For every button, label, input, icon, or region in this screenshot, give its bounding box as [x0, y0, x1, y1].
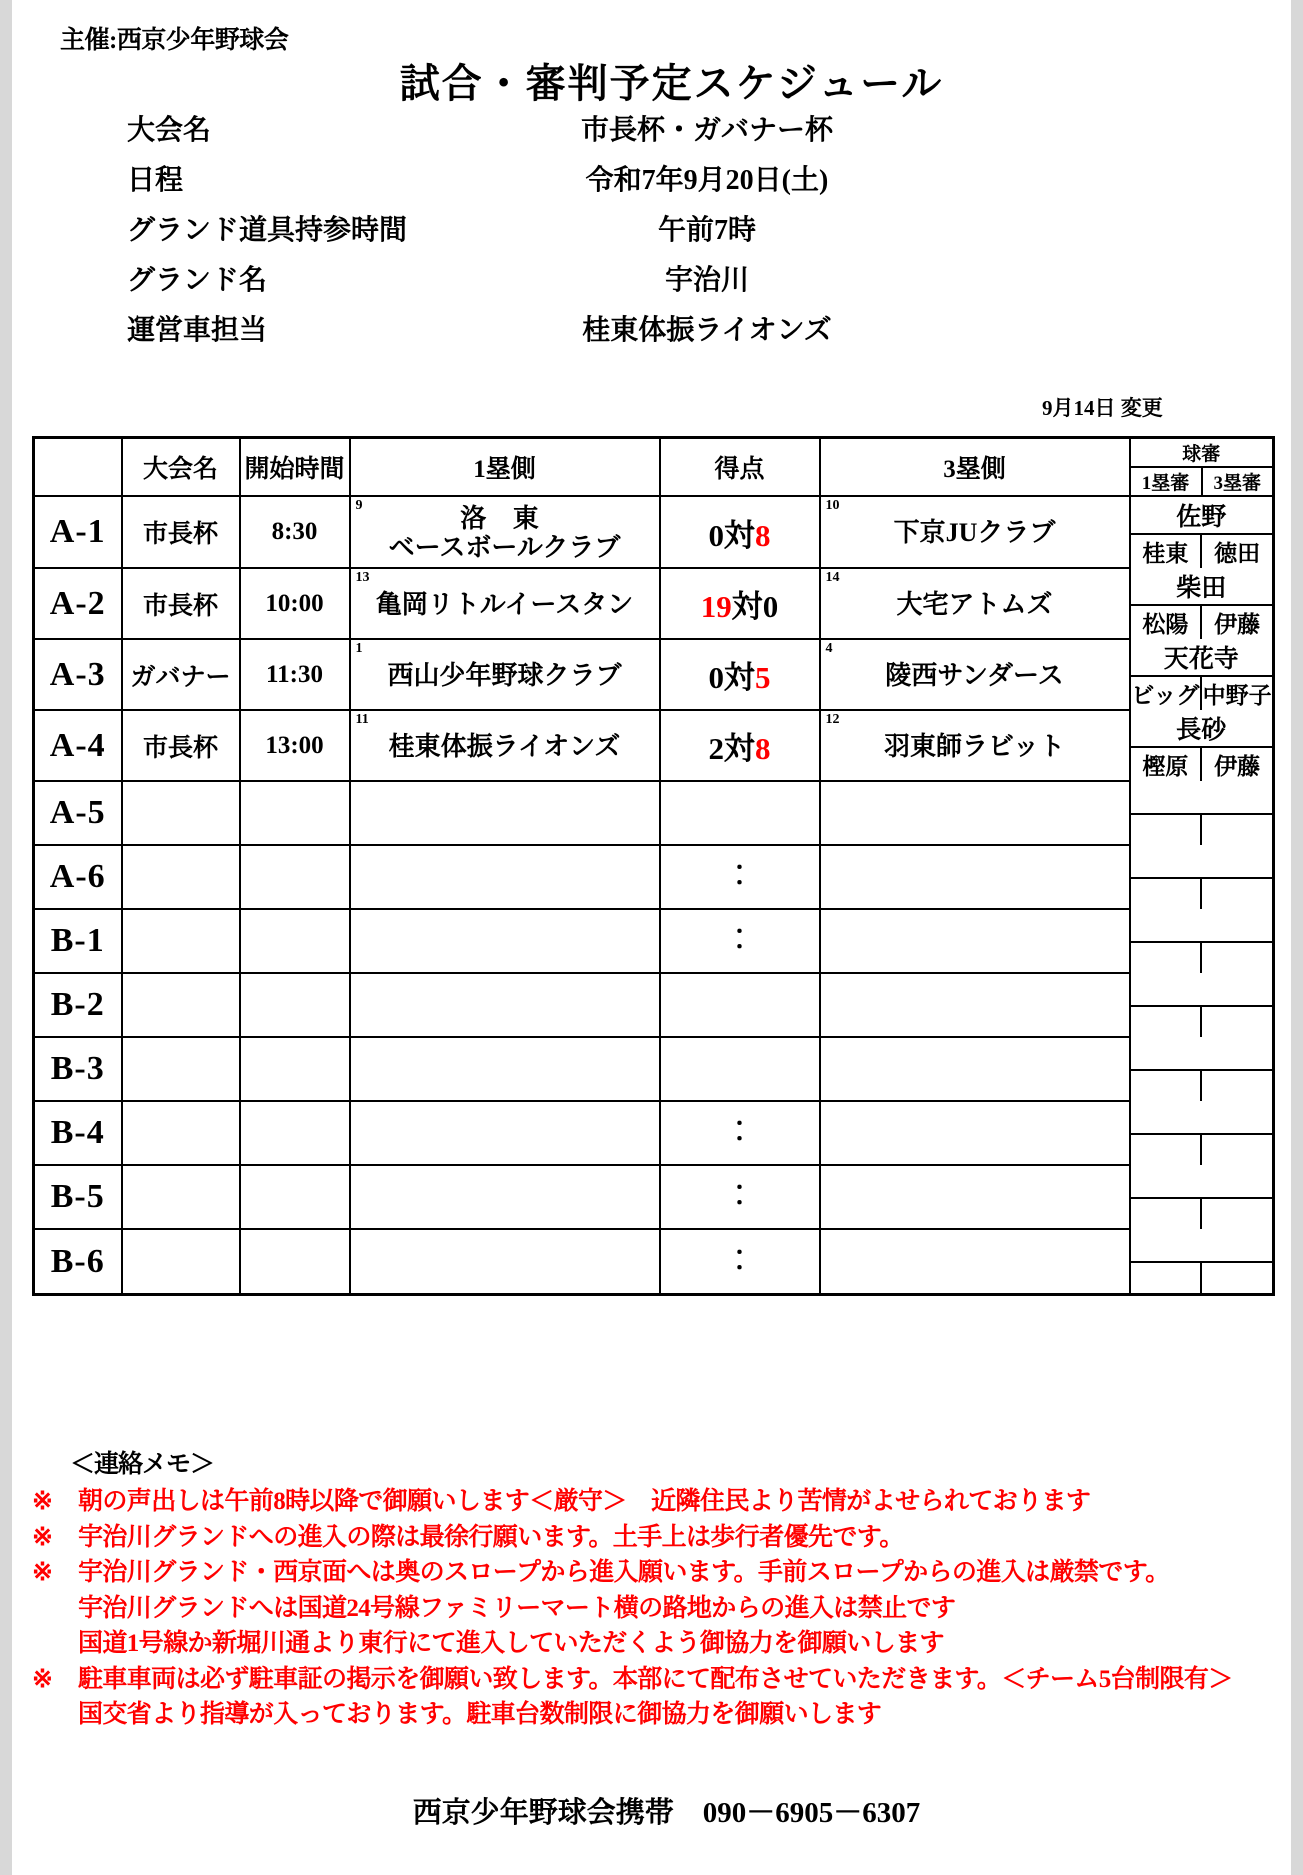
form-value-ground-name: 宇治川 — [664, 265, 749, 296]
row-third-base-team-name — [821, 1261, 1129, 1263]
memo-bullet-icon: ※ — [32, 1559, 53, 1586]
row-first-base-team-name-line1: 洛 東 — [460, 503, 549, 533]
form-value-operations-vehicle: 桂東体振ライオンズ — [582, 315, 832, 346]
row-umpires — [1130, 1037, 1274, 1101]
row-score — [660, 496, 820, 568]
row-plate-umpire: 天花寺 — [1131, 639, 1273, 676]
row-code: A-6 — [34, 845, 122, 909]
row-cup — [122, 1101, 240, 1165]
row-third-base-team-name — [821, 516, 1129, 547]
row-time — [240, 1165, 350, 1229]
row-time: 10:00 — [240, 568, 350, 639]
table-row[interactable] — [34, 1101, 1274, 1165]
row-score-right: 0 — [762, 589, 779, 624]
row-score-left: 0 — [708, 517, 724, 553]
row-score — [660, 781, 820, 845]
row-first-base-team-name — [351, 876, 659, 878]
schedule-table — [32, 436, 1275, 1296]
row-third-base-team-name-line2: 下京JUクラブ — [893, 518, 1056, 548]
row-first-base-team — [350, 973, 660, 1037]
memo-line-text: 国交省より指導が入っております。駐車台数制限に御協力を御願いします — [78, 1701, 882, 1728]
memo-line — [32, 1662, 1291, 1698]
row-score — [660, 1101, 820, 1165]
row-first-base-team — [350, 1229, 660, 1295]
row-third-base-team-name-line2: 陵西サンダース — [885, 660, 1064, 690]
row-time — [240, 1037, 350, 1101]
memo-bullet-icon: ※ — [32, 1488, 53, 1515]
row-third-base-umpire — [1201, 878, 1272, 909]
row-first-base-team-name-line2: ベースボールクラブ — [388, 533, 621, 562]
row-time — [240, 909, 350, 973]
row-third-base-team-name — [821, 659, 1129, 690]
row-score-right: 5 — [755, 660, 771, 695]
form-value-equipment-time: 午前7時 — [657, 215, 756, 246]
header-form-fields — [12, 108, 1291, 358]
row-score — [660, 1165, 820, 1229]
form-value-ground-name-wrap — [472, 258, 942, 301]
row-first-base-team — [350, 1165, 660, 1229]
memo-line — [32, 1697, 1291, 1733]
row-time — [240, 845, 350, 909]
row-first-base-team-name — [351, 588, 659, 619]
row-score-separator: 対 — [724, 731, 755, 766]
table-row[interactable] — [34, 909, 1274, 973]
row-third-base-team-name — [821, 1196, 1129, 1198]
column-header-score: 得点 — [660, 438, 820, 497]
row-first-base-team — [350, 496, 660, 568]
memo-list — [32, 1484, 1291, 1733]
row-score — [660, 1037, 820, 1101]
row-umpires — [1130, 639, 1274, 710]
row-first-base-team — [350, 1037, 660, 1101]
row-plate-umpire — [1131, 845, 1273, 878]
row-score-separator: 対 — [724, 660, 755, 695]
contact-phone: 西京少年野球会携帯 090－6905－6307 — [412, 1797, 921, 1829]
table-row[interactable] — [34, 1165, 1274, 1229]
memo-line-text: 宇治川グランドへの進入の際は最徐行願います。土手上は歩行者優先です。 — [78, 1523, 904, 1551]
row-first-base-team — [350, 845, 660, 909]
row-third-base-umpire: 伊藤 — [1201, 605, 1272, 639]
row-time — [240, 1101, 350, 1165]
row-time — [240, 1229, 350, 1295]
form-value-tournament-wrap — [472, 108, 942, 151]
row-first-base-team-number: 9 — [355, 498, 363, 513]
row-third-base-team-name-line2: 羽東師ラビット — [884, 731, 1065, 761]
row-third-base-team — [820, 1165, 1130, 1229]
row-time: 13:00 — [240, 710, 350, 781]
row-first-base-team-name — [351, 1068, 659, 1070]
row-third-base-team-name — [821, 812, 1129, 814]
table-header — [34, 438, 1274, 497]
row-third-base-team-name-line2: 大宅アトムズ — [896, 589, 1053, 619]
row-score-left: 19 — [700, 589, 732, 624]
row-umpires — [1130, 1165, 1274, 1229]
row-code: B-2 — [34, 973, 122, 1037]
row-score-placeholder: ︰ — [724, 1180, 755, 1213]
column-header-code — [34, 438, 122, 497]
document-page — [12, 0, 1291, 1875]
row-first-base-team-name-line2: 桂東体振ライオンズ — [388, 731, 621, 761]
form-row-operations-vehicle — [12, 308, 1291, 358]
row-third-base-team — [820, 909, 1130, 973]
row-third-base-team-name — [821, 1068, 1129, 1070]
row-plate-umpire: 長砂 — [1131, 710, 1273, 747]
memo-bullet-icon: ※ — [32, 1523, 53, 1551]
form-label-operations-vehicle: 運営車担当 — [127, 315, 268, 346]
row-cup — [122, 781, 240, 845]
row-umpires — [1130, 1101, 1274, 1165]
row-cup: 市長杯 — [122, 496, 240, 568]
form-row-tournament — [12, 108, 1291, 158]
form-value-date-wrap — [472, 158, 942, 201]
row-score — [660, 710, 820, 781]
row-umpires — [1130, 1229, 1274, 1295]
row-umpires — [1130, 909, 1274, 973]
row-first-base-umpire — [1131, 1070, 1202, 1101]
row-first-base-team — [350, 568, 660, 639]
row-first-base-team-name — [351, 1261, 659, 1263]
table-row[interactable] — [34, 710, 1274, 781]
row-third-base-umpire — [1201, 1262, 1272, 1293]
row-third-base-umpire — [1201, 1134, 1272, 1165]
row-first-base-umpire — [1131, 1134, 1202, 1165]
row-third-base-team-name — [821, 1004, 1129, 1006]
form-row-ground-name — [12, 258, 1291, 308]
form-value-equipment-time-wrap — [472, 208, 942, 251]
row-cup — [122, 973, 240, 1037]
row-first-base-team-name — [351, 659, 659, 690]
row-third-base-team-number: 10 — [825, 498, 840, 513]
row-score-right: 8 — [755, 731, 771, 766]
row-time: 11:30 — [240, 639, 350, 710]
row-code: B-4 — [34, 1101, 122, 1165]
form-row-equipment-time — [12, 208, 1291, 258]
row-first-base-umpire — [1131, 1006, 1202, 1037]
page-title: 試合・審判予定スケジュール — [399, 61, 944, 106]
row-third-base-umpire: 徳田 — [1201, 534, 1272, 568]
row-third-base-team — [820, 568, 1130, 639]
memo-line — [32, 1484, 1291, 1520]
row-first-base-team — [350, 710, 660, 781]
table-row[interactable] — [34, 973, 1274, 1037]
row-code: A-2 — [34, 568, 122, 639]
row-third-base-team — [820, 1229, 1130, 1295]
memo-title: ＜連絡メモ＞ — [70, 1451, 215, 1478]
table-row[interactable] — [34, 1229, 1274, 1295]
row-score — [660, 973, 820, 1037]
row-first-base-umpire — [1131, 878, 1202, 909]
row-third-base-team — [820, 496, 1130, 568]
row-first-base-team — [350, 639, 660, 710]
row-time: 8:30 — [240, 496, 350, 568]
row-code: B-3 — [34, 1037, 122, 1101]
row-code: A-4 — [34, 710, 122, 781]
row-first-base-team — [350, 909, 660, 973]
memo-line-text: 朝の声出しは午前8時以降で御願いします＜厳守＞ 近隣住民より苦情がよせられております — [78, 1488, 1091, 1515]
column-header-time: 開始時間 — [240, 438, 350, 497]
row-score-placeholder: ︰ — [724, 924, 755, 957]
row-first-base-team-number: 13 — [355, 570, 370, 585]
row-cup — [122, 909, 240, 973]
row-first-base-team-name — [351, 730, 659, 761]
row-score — [660, 639, 820, 710]
row-time — [240, 973, 350, 1037]
row-score — [660, 909, 820, 973]
row-umpires — [1130, 568, 1274, 639]
row-third-base-umpire: 中野子 — [1201, 676, 1272, 710]
table-row[interactable] — [34, 845, 1274, 909]
row-third-base-team — [820, 781, 1130, 845]
memo-line-text: 宇治川グランド・西京面へは奥のスロープから進入願います。手前スロープからの進入は厳禁です。 — [78, 1559, 1170, 1586]
row-cup: 市長杯 — [122, 710, 240, 781]
row-plate-umpire — [1131, 909, 1273, 942]
row-third-base-umpire — [1201, 1198, 1272, 1229]
row-umpires — [1130, 496, 1274, 568]
row-first-base-team-name-line2: 西山少年野球クラブ — [387, 660, 622, 690]
row-first-base-umpire: 松陽 — [1131, 605, 1202, 639]
row-third-base-team-name — [821, 730, 1129, 761]
row-umpires — [1130, 845, 1274, 909]
row-first-base-team-name — [351, 1132, 659, 1134]
form-value-tournament: 市長杯・ガバナー杯 — [580, 115, 833, 146]
column-header-cup: 大会名 — [122, 438, 240, 497]
table-row[interactable] — [34, 781, 1274, 845]
row-score-separator: 対 — [724, 517, 755, 553]
row-first-base-umpire — [1131, 1198, 1202, 1229]
memo-line — [32, 1520, 1291, 1556]
row-first-base-team-number: 11 — [355, 712, 369, 727]
row-score — [660, 845, 820, 909]
table-row[interactable] — [34, 496, 1274, 568]
row-third-base-umpire — [1201, 814, 1272, 845]
row-code: A-1 — [34, 496, 122, 568]
row-umpires — [1130, 710, 1274, 781]
row-cup — [122, 1229, 240, 1295]
row-cup — [122, 845, 240, 909]
row-score — [660, 1229, 820, 1295]
row-third-base-team — [820, 1101, 1130, 1165]
column-header-plate-umpire: 球審 — [1130, 438, 1274, 468]
row-third-base-team — [820, 639, 1130, 710]
memo-line-text: 国道1号線か新堀川通より東行にて進入していただくよう御協力を御願いします — [78, 1630, 944, 1657]
row-first-base-umpire: 樫原 — [1131, 747, 1202, 781]
row-plate-umpire — [1131, 1229, 1273, 1262]
column-header-first-base: 1塁側 — [350, 438, 660, 497]
form-label-tournament: 大会名 — [127, 115, 212, 146]
row-first-base-umpire: 桂東 — [1131, 534, 1202, 568]
memo-line — [32, 1626, 1291, 1662]
row-umpires — [1130, 973, 1274, 1037]
form-label-equipment-time: グランド道具持参時間 — [127, 215, 408, 246]
row-plate-umpire — [1131, 1101, 1273, 1134]
form-label-date: 日程 — [127, 165, 184, 196]
row-first-base-team-name — [351, 1196, 659, 1198]
table-row[interactable] — [34, 568, 1274, 639]
form-value-operations-vehicle-wrap — [472, 308, 942, 351]
column-header-third-base-umpire: 3塁審 — [1202, 467, 1274, 496]
column-header-third-base: 3塁側 — [820, 438, 1130, 497]
memo-line-text: 駐車車両は必ず駐車証の掲示を御願い致します。本部にて配布させていただきます。＜チーム5台制限有＞ — [78, 1665, 1233, 1693]
row-code: B-6 — [34, 1229, 122, 1295]
row-code: A-5 — [34, 781, 122, 845]
row-umpires — [1130, 781, 1274, 845]
row-third-base-team — [820, 845, 1130, 909]
memo-line-text: 宇治川グランドへは国道24号線ファミリーマート横の路地からの進入は禁止です — [78, 1594, 956, 1622]
row-plate-umpire — [1131, 973, 1273, 1006]
row-plate-umpire: 佐野 — [1131, 497, 1273, 534]
memo-line — [32, 1555, 1291, 1591]
form-label-ground-name: グランド名 — [127, 265, 268, 296]
row-third-base-team-name — [821, 588, 1129, 619]
row-first-base-team — [350, 1101, 660, 1165]
row-cup: 市長杯 — [122, 568, 240, 639]
row-first-base-team-name-line2: 亀岡リトルイースタン — [375, 589, 634, 619]
row-score-right: 8 — [755, 517, 771, 553]
table-header-row-main — [34, 438, 1274, 468]
row-third-base-team-name — [821, 940, 1129, 942]
row-third-base-team-name — [821, 1132, 1129, 1134]
memo-bullet-icon: ※ — [32, 1665, 53, 1693]
row-first-base-team-number: 1 — [355, 641, 363, 656]
row-first-base-umpire — [1131, 942, 1202, 973]
table-row[interactable] — [34, 639, 1274, 710]
row-third-base-team — [820, 1037, 1130, 1101]
row-third-base-umpire — [1201, 1070, 1272, 1101]
row-code: A-3 — [34, 639, 122, 710]
row-time — [240, 781, 350, 845]
row-third-base-team-name — [821, 876, 1129, 878]
row-plate-umpire: 柴田 — [1131, 568, 1273, 605]
row-code: B-5 — [34, 1165, 122, 1229]
row-third-base-team-number: 4 — [825, 641, 833, 656]
table-body — [34, 496, 1274, 1295]
row-first-base-team-name — [351, 1004, 659, 1006]
row-code: B-1 — [34, 909, 122, 973]
row-first-base-team-name — [351, 812, 659, 814]
row-score-placeholder: ︰ — [724, 860, 755, 893]
row-third-base-team-number: 12 — [825, 712, 840, 727]
row-score-left: 0 — [708, 660, 724, 695]
row-first-base-team — [350, 781, 660, 845]
row-third-base-umpire: 伊藤 — [1201, 747, 1272, 781]
row-cup — [122, 1037, 240, 1101]
row-third-base-umpire — [1201, 1006, 1272, 1037]
row-score — [660, 568, 820, 639]
row-first-base-umpire — [1131, 814, 1202, 845]
table-row[interactable] — [34, 1037, 1274, 1101]
column-header-first-base-umpire: 1塁審 — [1130, 467, 1202, 496]
host-organization: 主催:西京少年野球会 — [60, 27, 289, 54]
row-cup: ガバナー — [122, 639, 240, 710]
row-first-base-umpire: ビッグ — [1131, 676, 1202, 710]
form-value-date: 令和7年9月20日(土) — [585, 165, 829, 196]
row-first-base-team-name — [351, 502, 659, 562]
row-plate-umpire — [1131, 1165, 1273, 1198]
row-score-left: 2 — [708, 731, 724, 766]
row-first-base-team-name — [351, 940, 659, 942]
row-plate-umpire — [1131, 1037, 1273, 1070]
row-third-base-umpire — [1201, 942, 1272, 973]
row-plate-umpire — [1131, 781, 1273, 814]
row-score-placeholder: ︰ — [724, 1116, 755, 1149]
row-third-base-team — [820, 973, 1130, 1037]
form-row-date — [12, 158, 1291, 208]
revision-note: 9月14日 変更 — [1042, 396, 1163, 420]
row-third-base-team-number: 14 — [825, 570, 840, 585]
row-score-separator: 対 — [731, 589, 763, 624]
memo-line — [32, 1591, 1291, 1627]
row-first-base-umpire — [1131, 1262, 1202, 1293]
row-cup — [122, 1165, 240, 1229]
row-score-placeholder: ︰ — [724, 1244, 755, 1278]
row-third-base-team — [820, 710, 1130, 781]
